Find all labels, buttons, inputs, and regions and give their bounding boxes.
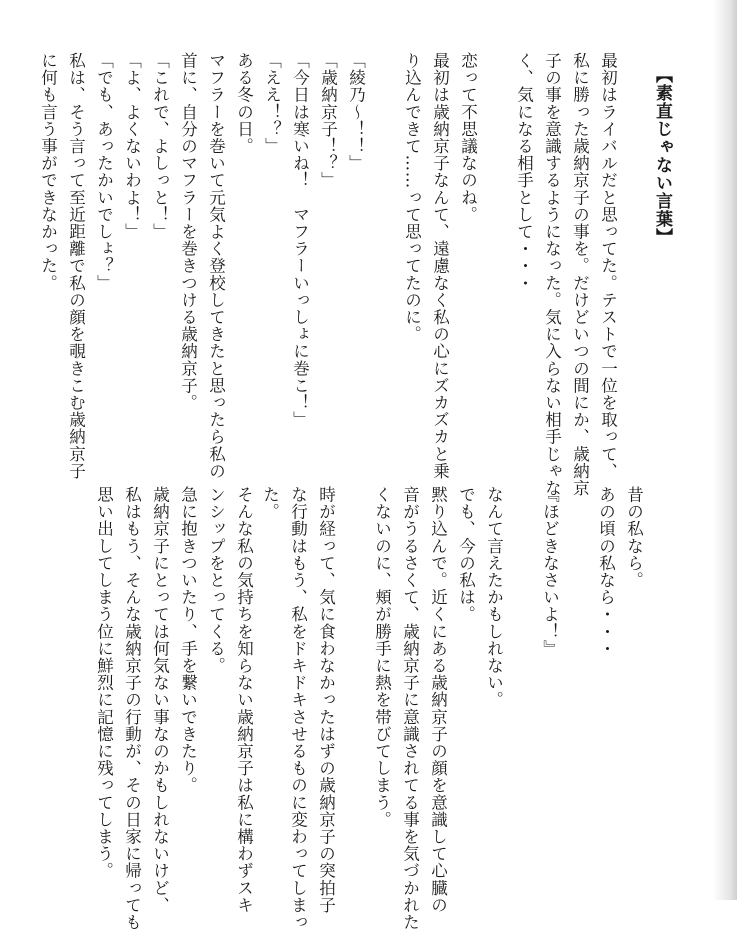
- text-line: 「よ、よくないわよ！」: [122, 52, 142, 241]
- page-edge-shadow: [713, 0, 737, 900]
- text-line: 『ほどきなさいよ！』: [540, 486, 560, 657]
- text-line: なんて言えたかもしれない。: [484, 486, 504, 709]
- text-line: 昔の私なら。: [624, 486, 644, 589]
- text-line: あの頃の私なら・・・: [596, 486, 616, 657]
- text-line: 私はもう、そんな歳納京子の行動が、その日家に帰っても: [122, 486, 142, 931]
- text-line: 「今日は寒いね！ マフラーいっしょに巻こ！」: [290, 52, 310, 429]
- text-line: た。: [260, 486, 280, 521]
- text-line: 最初はライバルだと思ってた。テストで一位を取って、: [598, 52, 618, 480]
- text-line: 私は、そう言って至近距離で私の顔を覗きこむ歳納京子: [66, 52, 86, 480]
- text-line: 「でも、あったかいでしょ？」: [94, 52, 114, 292]
- text-line: 最初は歳納京子なんて、遠慮なく私の心にズカズカと乗: [430, 52, 450, 480]
- text-line: 歳納京子にとっては何気ない事なのかもしれないけど、: [150, 486, 170, 914]
- text-line: に何も言う事ができなかった。: [38, 52, 58, 292]
- text-line: り込んできて……って思ってたのに。: [402, 52, 422, 343]
- text-line: 「綾乃～！！」: [346, 52, 366, 172]
- text-line: 音がうるさくて、歳納京子に意識されてる事を気づかれた: [400, 486, 420, 931]
- text-line: ンシップをとってくる。: [206, 486, 226, 675]
- text-line: 子の事を意識するようになった。気に入らない相手じゃな: [542, 52, 562, 497]
- text-line: 私に勝った歳納京子の事を。だけどいつの間にか、歳納京: [570, 52, 590, 497]
- text-line: 黙り込んで。近くにある歳納京子の顔を意識して心臓の: [428, 486, 448, 914]
- text-line: く、気になる相手として・・・: [514, 52, 534, 292]
- text-line: そんな私の気持ちを知らない歳納京子は私に構わずスキ: [234, 486, 254, 914]
- document-title: 【素直じゃない言葉】: [652, 66, 672, 246]
- text-line: マフラーを巻いて元気よく登校してきたと思ったら私の: [206, 52, 226, 480]
- text-line: ある冬の日。: [234, 52, 254, 155]
- text-line: 時が経って、気に食わなかったはずの歳納京子の突拍子: [316, 486, 336, 914]
- text-line: くないのに、頬が勝手に熱を帯びてしまう。: [372, 486, 392, 828]
- text-line: 「これで、よしっと！」: [150, 52, 170, 241]
- text-line: 「歳納京子！？」: [318, 52, 338, 189]
- text-line: 急に抱きついたり、手を繋いできたり。: [178, 486, 198, 794]
- text-line: 思い出してしまう位に鮮烈に記憶に残ってしまう。: [94, 486, 114, 880]
- text-line: な行動はもう、私をドキドキさせるものに変わってしまっ: [288, 486, 308, 931]
- text-line: でも、今の私は。: [456, 486, 476, 623]
- text-line: 「ええ！？」: [262, 52, 282, 155]
- text-line: 恋って不思議なのね。: [458, 52, 478, 223]
- text-line: 首に、自分のマフラーを巻きつける歳納京子。: [178, 52, 198, 412]
